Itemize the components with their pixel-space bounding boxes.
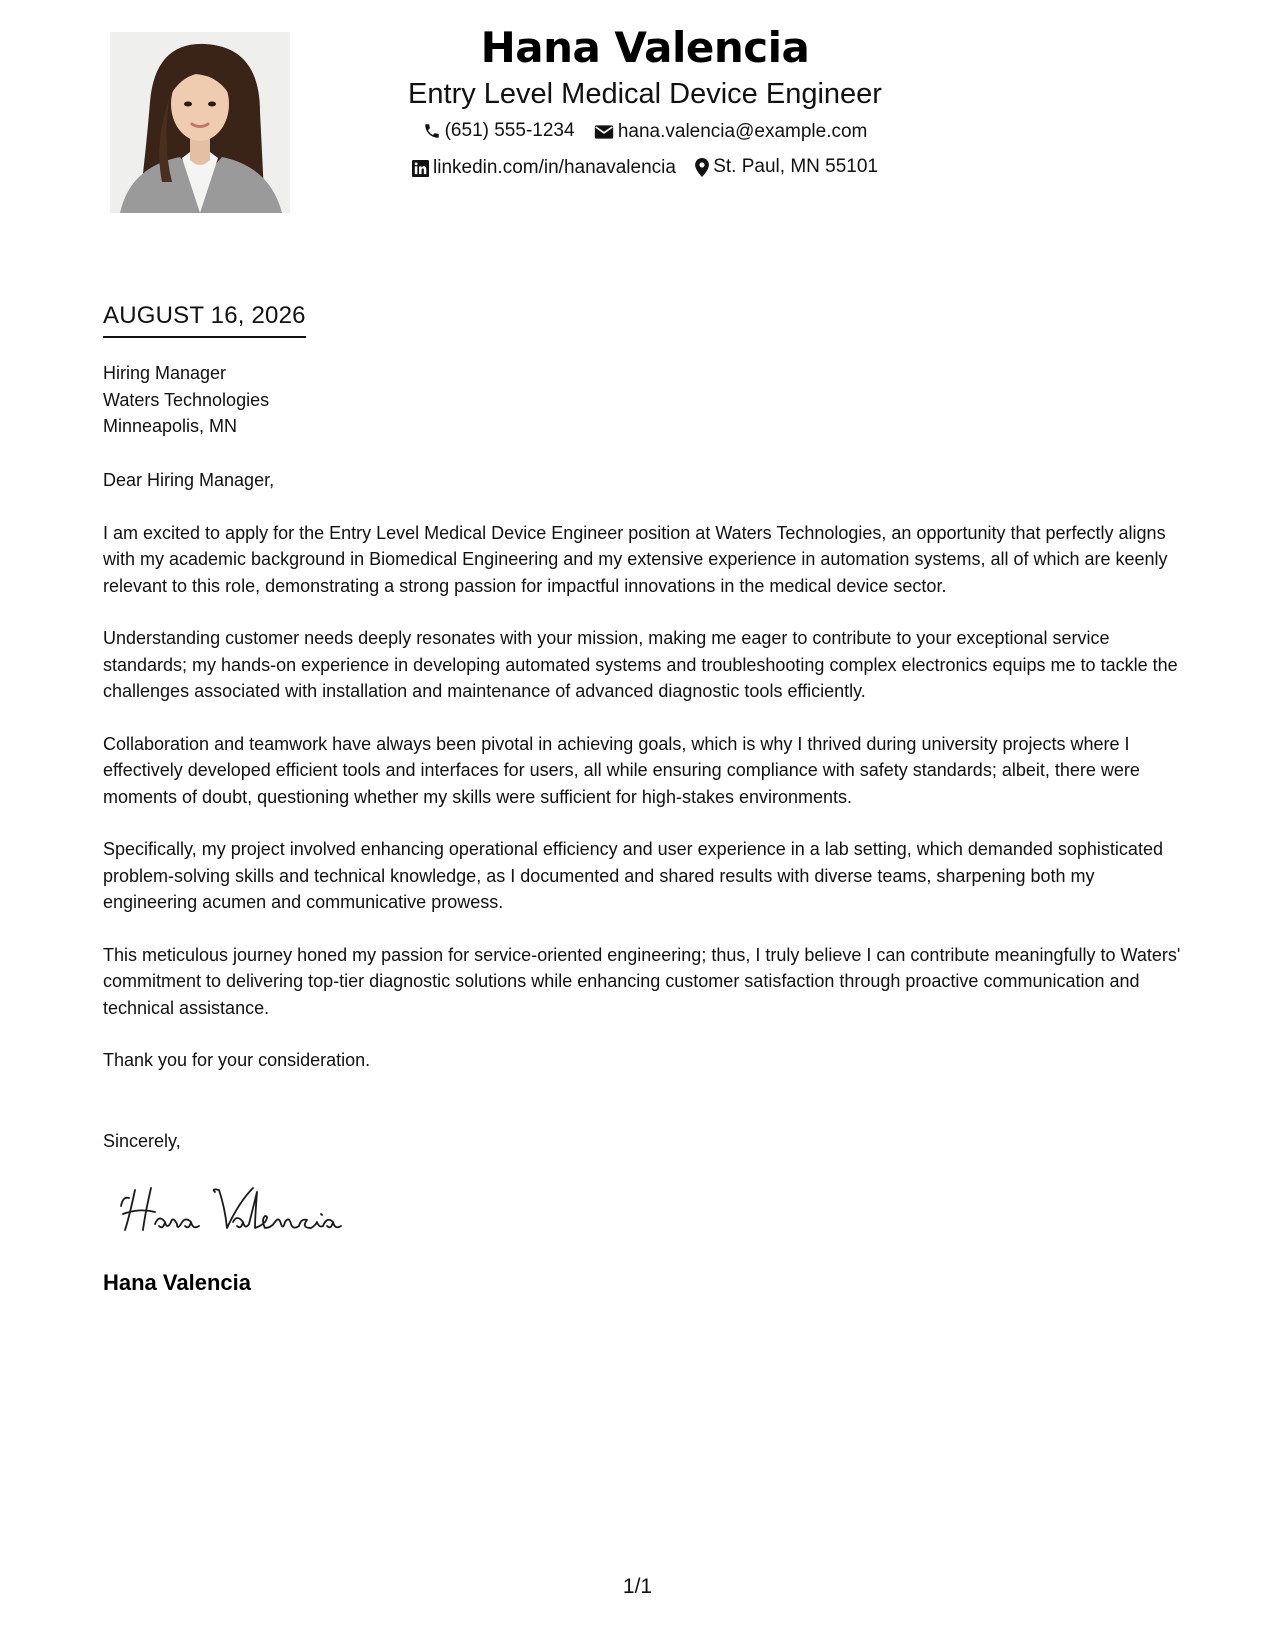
applicant-name: Hana Valencia: [480, 23, 810, 72]
location-text: St. Paul, MN 55101: [713, 156, 878, 177]
body-paragraph-3: Collaboration and teamwork have always been pivotal in achieving goals, which is why I thrived during university projects where I effectively developed efficient tools and interfaces for users, all while ensuring compliance with safety standards; albeit, there were moments of doubt, questioning whether my skills were sufficient for high-stakes environments.: [103, 733, 1140, 807]
contact-line-2: [290, 155, 1000, 184]
letter-body: [103, 467, 1183, 1100]
profile-photo: [110, 32, 290, 213]
recipient-block: [103, 360, 269, 440]
page-number: 1/1: [622, 1575, 653, 1598]
linkedin-icon: [412, 160, 429, 177]
resume-header: [290, 18, 1000, 184]
body-paragraph-2: Understanding customer needs deeply resonates with your mission, making me eager to contribute to your exceptional service standards; my hands-on experience in developing automated systems and troubleshooting complex electronics equips me to tackle the challenges associated with installation and maintenance of advanced diagnostic tools efficiently.: [103, 628, 1178, 701]
letter-date: AUGUST 16, 2026: [103, 300, 306, 338]
thank-you-paragraph: Thank you for your consideration.: [103, 1050, 371, 1070]
map-pin-icon: [695, 158, 709, 177]
job-title: Entry Level Medical Device Engineer: [408, 78, 882, 110]
location-contact: [695, 155, 878, 179]
phone-number: (651) 555-1234: [444, 120, 575, 141]
body-paragraph-5: This meticulous journey honed my passion for service-oriented engineering; thus, I truly believe I can contribute meaningfully to Waters' commitment to delivering top-tier diagnostic solutions while enhancing customer satisfaction through proactive communication and technical assistance.: [103, 944, 1181, 1018]
email-address: hana.valencia@example.com: [617, 121, 868, 142]
body-paragraph-4: Specifically, my project involved enhancing operational efficiency and user experience in a lab setting, which demanded sophisticated problem-solving skills and technical knowledge, as I documented and shared results with diverse teams, sharpening both my engineering acumen and communicative prowess.: [103, 839, 1163, 912]
recipient-location: Minneapolis, MN: [103, 416, 238, 436]
recipient-name: Hiring Manager: [103, 363, 227, 383]
contact-line-1: [290, 119, 1000, 147]
signer-name: Hana Valencia: [103, 1270, 251, 1295]
phone-contact[interactable]: [423, 119, 575, 143]
linkedin-contact[interactable]: [412, 156, 676, 180]
closing: Sincerely,: [103, 1131, 181, 1151]
salutation: Dear Hiring Manager,: [103, 470, 275, 490]
email-contact[interactable]: [594, 120, 868, 144]
phone-icon: [423, 122, 441, 140]
envelope-icon: [594, 124, 614, 140]
handwritten-signature: [115, 1178, 355, 1248]
recipient-company: Waters Technologies: [103, 389, 270, 410]
body-paragraph-1: I am excited to apply for the Entry Level Medical Device Engineer position at Waters Technologies, an opportunity that perfectly aligns with my academic background in Biomedical Engineering and my extensive experience in automation systems, all of which are keenly relevant to this role, demonstrating a strong passion for impactful innovations in the medical device sector.: [103, 522, 1168, 596]
linkedin-url: linkedin.com/in/hanavalencia: [433, 157, 676, 178]
